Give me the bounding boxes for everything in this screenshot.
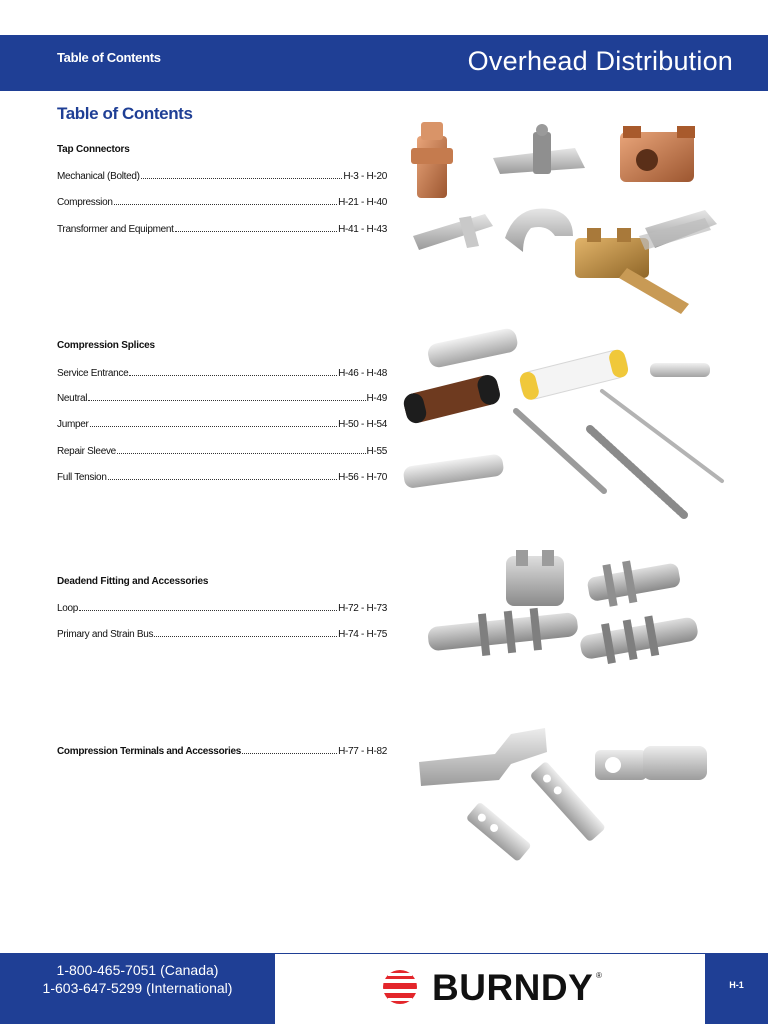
dot-leader [175,230,337,232]
wedge-connector [639,210,717,250]
registered-mark: ® [596,971,602,980]
toc-entry-label: Jumper [57,419,89,430]
toc-entry-label: Neutral [57,393,88,404]
toc-entry-pages: H-77 - H-82 [338,746,387,757]
dot-leader [114,203,337,205]
toc-entry-jumper[interactable] [57,416,387,430]
dot-leader [117,452,366,454]
footer-page-panel [705,953,768,1024]
compression-splices-image [398,325,728,525]
dot-leader [129,374,337,376]
toc-entry-pages: H-3 - H-20 [343,171,387,182]
toc-entry-mechanical[interactable] [57,168,387,182]
toc-entry-pages: H-72 - H-73 [338,603,387,614]
toc-heading: Table of Contents [57,104,193,123]
brand-name: BURNDY [432,967,594,1008]
toc-entry-service-entrance[interactable] [57,365,387,379]
toc-entry-pages: H-21 - H-40 [338,197,387,208]
toc-entry-label: Compression [57,197,113,208]
copper-clamp-connector [620,126,695,182]
toc-entry-compression-terminals[interactable] [57,743,387,757]
tap-connectors-image [405,118,725,318]
toc-entry-compression[interactable] [57,194,387,208]
split-bolt-connector [411,122,453,198]
toc-entry-pages: H-50 - H-54 [338,419,387,430]
header-bar [0,35,768,91]
dot-leader [108,478,337,480]
h-tap-compression [413,214,493,250]
dot-leader [79,609,337,611]
toc-entry-pages: H-46 - H-48 [338,368,387,379]
toc-entry-pages: H-56 - H-70 [338,472,387,483]
phone-canada[interactable]: 1-800-465-7051 (Canada) [56,962,219,978]
full-tension-rod [602,391,722,481]
toc-entry-label: Loop [57,603,79,614]
page-number: H-1 [729,980,744,990]
toc-entry-full-tension[interactable] [57,469,387,483]
strain-bus-deadend-left [426,604,580,661]
toc-entry-neutral[interactable] [57,390,387,404]
dot-leader [242,752,337,754]
two-hole-terminal-small [466,802,532,863]
deadend-fittings-image [420,548,710,678]
phone-international[interactable]: 1-603-647-5299 (International) [42,980,233,996]
burndy-logo [380,965,604,1009]
toc-entry-pages: H-41 - H-43 [338,224,387,235]
toc-entry-transformer[interactable] [57,221,387,235]
mechanical-tap-connector [493,124,585,174]
full-tension-sleeve [402,453,504,489]
c-tap-connector [505,209,573,252]
toc-entry-label: Primary and Strain Bus [57,629,154,640]
insulated-splice-white [518,348,630,401]
strain-bus-deadend-right [577,608,700,668]
insulated-splice-brown [402,373,502,425]
toc-entry-pages: H-74 - H-75 [338,629,387,640]
toc-entry-pages: H-49 [366,393,387,404]
section-title-compression-splices: Compression Splices [57,340,155,351]
toc-entry-primary-strain-bus[interactable] [57,626,387,640]
toc-entry-label: Compression Terminals and Accessories [57,746,241,757]
dot-leader [154,635,337,637]
dot-leader [90,425,338,427]
two-hole-terminal-offset [419,728,547,786]
toc-entry-pages: H-55 [366,446,387,457]
jumper-rod [516,411,604,491]
toc-entry-loop[interactable] [57,600,387,614]
section-title-deadend: Deadend Fitting and Accessories [57,576,209,587]
toc-entry-label: Repair Sleeve [57,446,116,457]
toc-entry-label: Mechanical (Bolted) [57,171,140,182]
loop-deadend [506,550,564,606]
service-entrance-sleeve [426,327,519,369]
dot-leader [88,399,365,401]
toc-entry-label: Service Entrance [57,368,129,379]
header-section-label: Table of Contents [57,50,161,65]
compression-terminals-image [415,720,715,865]
neutral-sleeve [650,363,710,377]
footer-contact-panel [0,953,275,1024]
one-hole-terminal [595,746,707,780]
two-hole-terminal-long [529,761,606,843]
strain-clamp-small [585,553,683,610]
section-title-tap-connectors: Tap Connectors [57,144,130,155]
toc-entry-label: Transformer and Equipment [57,224,174,235]
toc-entry-label: Full Tension [57,472,107,483]
toc-entry-repair-sleeve[interactable] [57,443,387,457]
header-title: Overhead Distribution [467,46,733,76]
dot-leader [141,177,343,179]
burndy-logo-mark-icon [380,965,428,1009]
